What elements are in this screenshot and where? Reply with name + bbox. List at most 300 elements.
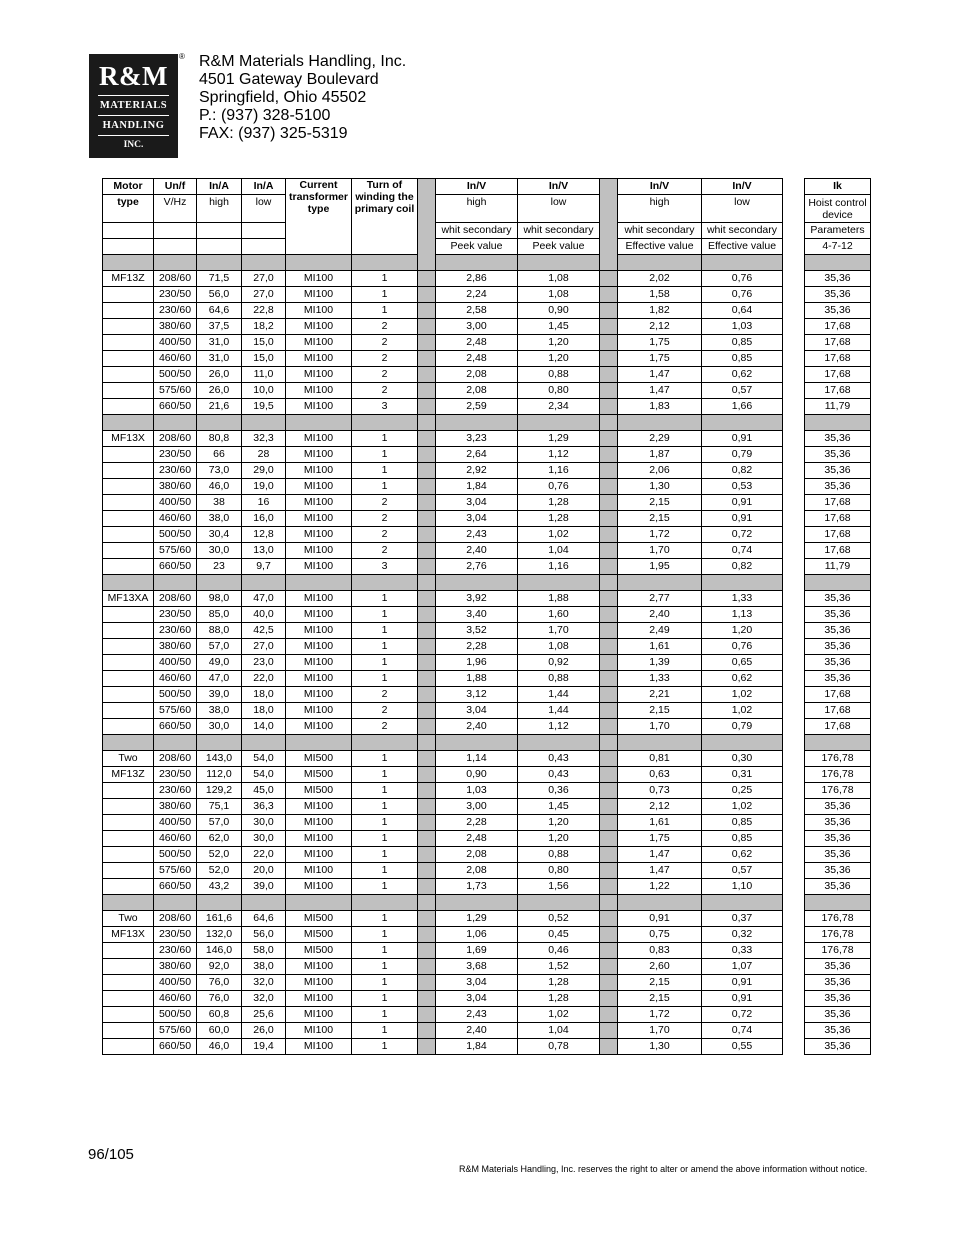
cell-inv-eff-high: 2,15 [618, 703, 702, 719]
gray-spacer [600, 655, 618, 671]
cell-ik: 17,68 [805, 703, 871, 719]
logo-divider [98, 135, 169, 136]
cell-turn-of-winding: 1 [352, 271, 418, 287]
cell-inv-eff-high: 1,70 [618, 543, 702, 559]
gray-spacer [600, 271, 618, 287]
company-fax: FAX: (937) 325-5319 [199, 125, 348, 142]
cell-inv-eff-low: 0,79 [702, 719, 783, 735]
cell-current-transformer: MI100 [286, 1039, 352, 1055]
gray-spacer [600, 719, 618, 735]
table-row [103, 639, 871, 655]
cell-motor-type [103, 943, 154, 959]
cell-inv-peek-low: 1,44 [518, 703, 600, 719]
cell-in-a-high: 43,2 [197, 879, 242, 895]
cell-in-a-low: 9,7 [242, 559, 286, 575]
separator-cell [600, 735, 618, 751]
gray-spacer [600, 431, 618, 447]
cell-inv-peek-low: 0,88 [518, 367, 600, 383]
cell-ik: 35,36 [805, 991, 871, 1007]
cell-un-f: 230/50 [154, 927, 197, 943]
gap [783, 223, 805, 239]
gray-spacer [600, 383, 618, 399]
cell-in-a-high: 76,0 [197, 991, 242, 1007]
cell-in-a-high: 88,0 [197, 623, 242, 639]
cell-current-transformer: MI100 [286, 639, 352, 655]
cell-un-f: 380/60 [154, 799, 197, 815]
gray-spacer [600, 399, 618, 415]
cell-inv-eff-low: 0,85 [702, 815, 783, 831]
cell-ik: 11,79 [805, 559, 871, 575]
company-address [199, 53, 406, 143]
gray-spacer [600, 703, 618, 719]
cell-inv-peek-low: 0,76 [518, 479, 600, 495]
separator-cell [600, 575, 618, 591]
cell-in-a-high: 73,0 [197, 463, 242, 479]
gray-spacer [418, 799, 436, 815]
cell-inv-eff-low: 0,79 [702, 447, 783, 463]
gap [783, 831, 805, 847]
cell-in-a-low: 45,0 [242, 783, 286, 799]
cell-ik: 35,36 [805, 863, 871, 879]
cell-inv-peek-high: 2,58 [436, 303, 518, 319]
cell-inv-eff-high: 1,33 [618, 671, 702, 687]
cell-in-a-low: 16,0 [242, 511, 286, 527]
gap [783, 255, 805, 271]
cell-ik: 35,36 [805, 271, 871, 287]
gray-spacer [418, 911, 436, 927]
cell-in-a-high: 31,0 [197, 351, 242, 367]
separator-row [103, 415, 871, 431]
gray-spacer [418, 751, 436, 767]
cell-motor-type [103, 863, 154, 879]
cell-current-transformer: MI100 [286, 495, 352, 511]
gap [783, 1023, 805, 1039]
cell-ik: 35,36 [805, 479, 871, 495]
cell-inv-eff-low: 1,02 [702, 799, 783, 815]
cell-un-f: 230/60 [154, 463, 197, 479]
cell-turn-of-winding: 1 [352, 959, 418, 975]
cell-inv-eff-high: 1,95 [618, 559, 702, 575]
cell-turn-of-winding: 3 [352, 399, 418, 415]
separator-cell [518, 255, 600, 271]
cell-ik: 17,68 [805, 543, 871, 559]
gray-spacer [600, 623, 618, 639]
cell-in-a-high: 161,6 [197, 911, 242, 927]
cell-inv-peek-high: 2,08 [436, 847, 518, 863]
cell-inv-peek-low: 1,08 [518, 639, 600, 655]
cell-in-a-low: 14,0 [242, 719, 286, 735]
separator-cell [286, 735, 352, 751]
cell-in-a-high: 31,0 [197, 335, 242, 351]
gray-spacer [600, 1023, 618, 1039]
cell-in-a-low: 18,2 [242, 319, 286, 335]
table-row [103, 591, 871, 607]
header-peek-value: Peek value [518, 239, 600, 255]
gray-spacer [600, 959, 618, 975]
cell-current-transformer: MI100 [286, 879, 352, 895]
separator-cell [242, 575, 286, 591]
gray-spacer [600, 927, 618, 943]
cell-current-transformer: MI100 [286, 959, 352, 975]
cell-in-a-high: 76,0 [197, 975, 242, 991]
header-inv-eff-high: In/V [618, 179, 702, 195]
cell-current-transformer: MI100 [286, 335, 352, 351]
header-low: low [242, 195, 286, 223]
cell-current-transformer: MI100 [286, 623, 352, 639]
cell-in-a-high: 30,4 [197, 527, 242, 543]
cell-motor-type [103, 623, 154, 639]
cell-turn-of-winding: 1 [352, 447, 418, 463]
cell-un-f: 400/50 [154, 335, 197, 351]
cell-un-f: 660/50 [154, 1039, 197, 1055]
header-in-a-high: In/A [197, 179, 242, 195]
gap [783, 479, 805, 495]
table-row [103, 703, 871, 719]
cell-turn-of-winding: 3 [352, 559, 418, 575]
gap [783, 383, 805, 399]
blank-cell [154, 239, 197, 255]
separator-cell [618, 575, 702, 591]
cell-inv-peek-high: 2,28 [436, 639, 518, 655]
cell-motor-type [103, 687, 154, 703]
cell-inv-peek-high: 1,03 [436, 783, 518, 799]
cell-motor-type [103, 1007, 154, 1023]
cell-current-transformer: MI500 [286, 927, 352, 943]
cell-inv-eff-high: 1,47 [618, 863, 702, 879]
cell-un-f: 380/60 [154, 959, 197, 975]
separator-cell [702, 255, 783, 271]
cell-turn-of-winding: 1 [352, 975, 418, 991]
gray-spacer [418, 623, 436, 639]
cell-inv-eff-low: 1,13 [702, 607, 783, 623]
registered-mark: ® [179, 52, 185, 61]
cell-in-a-low: 12,8 [242, 527, 286, 543]
cell-inv-peek-high: 2,40 [436, 1023, 518, 1039]
cell-in-a-high: 52,0 [197, 847, 242, 863]
separator-row [103, 255, 871, 271]
cell-in-a-high: 80,8 [197, 431, 242, 447]
cell-motor-type [103, 495, 154, 511]
cell-ik: 35,36 [805, 431, 871, 447]
cell-ik: 17,68 [805, 335, 871, 351]
cell-ik: 35,36 [805, 975, 871, 991]
company-street: 4501 Gateway Boulevard [199, 71, 379, 88]
gap [783, 399, 805, 415]
gray-spacer [600, 367, 618, 383]
gray-spacer [418, 847, 436, 863]
table-row [103, 447, 871, 463]
cell-ik: 35,36 [805, 287, 871, 303]
cell-inv-peek-low: 1,08 [518, 271, 600, 287]
header-low: low [702, 195, 783, 223]
cell-turn-of-winding: 1 [352, 479, 418, 495]
cell-in-a-high: 38,0 [197, 511, 242, 527]
gray-spacer [600, 479, 618, 495]
cell-turn-of-winding: 2 [352, 719, 418, 735]
cell-inv-eff-low: 0,65 [702, 655, 783, 671]
cell-ik: 35,36 [805, 655, 871, 671]
cell-inv-eff-high: 2,40 [618, 607, 702, 623]
cell-ik: 17,68 [805, 719, 871, 735]
table-row [103, 847, 871, 863]
cell-turn-of-winding: 1 [352, 831, 418, 847]
gap [783, 767, 805, 783]
gray-spacer [418, 687, 436, 703]
cell-ik: 35,36 [805, 1039, 871, 1055]
gap [783, 1007, 805, 1023]
cell-motor-type [103, 367, 154, 383]
cell-current-transformer: MI100 [286, 847, 352, 863]
gap [783, 655, 805, 671]
cell-inv-eff-high: 1,82 [618, 303, 702, 319]
gray-spacer [600, 495, 618, 511]
separator-cell [286, 255, 352, 271]
cell-in-a-low: 30,0 [242, 831, 286, 847]
header-hoist-control: Hoist control device [805, 195, 871, 223]
table-row [103, 911, 871, 927]
cell-in-a-low: 32,0 [242, 991, 286, 1007]
cell-turn-of-winding: 1 [352, 767, 418, 783]
cell-current-transformer: MI100 [286, 367, 352, 383]
gap [783, 303, 805, 319]
header-ik: Ik [805, 179, 871, 195]
cell-inv-peek-high: 3,04 [436, 495, 518, 511]
cell-inv-eff-low: 0,64 [702, 303, 783, 319]
cell-inv-peek-low: 0,88 [518, 847, 600, 863]
separator-cell [805, 255, 871, 271]
cell-current-transformer: MI100 [286, 863, 352, 879]
cell-inv-peek-high: 1,96 [436, 655, 518, 671]
cell-inv-peek-high: 2,48 [436, 335, 518, 351]
cell-current-transformer: MI100 [286, 815, 352, 831]
cell-in-a-low: 36,3 [242, 799, 286, 815]
gray-spacer [418, 831, 436, 847]
gray-spacer [600, 447, 618, 463]
separator-cell [600, 415, 618, 431]
separator-cell [154, 895, 197, 911]
separator-cell [154, 415, 197, 431]
separator-cell [418, 415, 436, 431]
separator-cell [197, 575, 242, 591]
separator-cell [197, 895, 242, 911]
gap [783, 195, 805, 223]
cell-inv-peek-low: 1,02 [518, 1007, 600, 1023]
cell-inv-peek-low: 1,04 [518, 1023, 600, 1039]
cell-current-transformer: MI500 [286, 767, 352, 783]
cell-motor-type [103, 383, 154, 399]
cell-ik: 35,36 [805, 607, 871, 623]
separator-cell [618, 735, 702, 751]
gap [783, 319, 805, 335]
cell-un-f: 460/60 [154, 351, 197, 367]
separator-cell [518, 415, 600, 431]
separator-cell [518, 895, 600, 911]
cell-un-f: 208/60 [154, 431, 197, 447]
gray-spacer [418, 179, 436, 271]
footer-disclaimer: R&M Materials Handling, Inc. reserves the right to alter or amend the above information without notice. [459, 1164, 868, 1174]
gray-spacer [418, 719, 436, 735]
logo-divider [98, 115, 169, 116]
gray-spacer [418, 671, 436, 687]
cell-turn-of-winding: 2 [352, 351, 418, 367]
cell-motor-type [103, 703, 154, 719]
cell-un-f: 500/50 [154, 527, 197, 543]
gap [783, 527, 805, 543]
cell-inv-peek-high: 3,00 [436, 799, 518, 815]
cell-turn-of-winding: 2 [352, 543, 418, 559]
gap [783, 431, 805, 447]
separator-cell [600, 895, 618, 911]
cell-in-a-high: 30,0 [197, 719, 242, 735]
cell-inv-eff-high: 1,61 [618, 639, 702, 655]
cell-in-a-low: 27,0 [242, 639, 286, 655]
cell-in-a-high: 71,5 [197, 271, 242, 287]
table-row [103, 527, 871, 543]
gray-spacer [418, 399, 436, 415]
table-row [103, 559, 871, 575]
cell-ik: 35,36 [805, 671, 871, 687]
cell-inv-eff-high: 1,75 [618, 335, 702, 351]
cell-inv-peek-low: 0,92 [518, 655, 600, 671]
table-row [103, 303, 871, 319]
cell-inv-eff-low: 1,33 [702, 591, 783, 607]
gray-spacer [418, 543, 436, 559]
cell-in-a-high: 66 [197, 447, 242, 463]
gray-spacer [418, 991, 436, 1007]
gray-spacer [418, 879, 436, 895]
cell-ik: 17,68 [805, 367, 871, 383]
gray-spacer [600, 671, 618, 687]
cell-in-a-low: 54,0 [242, 767, 286, 783]
cell-inv-eff-high: 1,70 [618, 719, 702, 735]
cell-current-transformer: MI100 [286, 399, 352, 415]
logo-rm: R&M [99, 61, 168, 91]
cell-inv-peek-high: 1,14 [436, 751, 518, 767]
gray-spacer [600, 319, 618, 335]
separator-cell [702, 575, 783, 591]
cell-current-transformer: MI100 [286, 607, 352, 623]
gap [783, 799, 805, 815]
cell-ik: 17,68 [805, 383, 871, 399]
separator-cell [154, 255, 197, 271]
table-row [103, 927, 871, 943]
cell-in-a-high: 85,0 [197, 607, 242, 623]
cell-inv-peek-high: 2,76 [436, 559, 518, 575]
gap [783, 703, 805, 719]
cell-ik: 176,78 [805, 751, 871, 767]
cell-inv-eff-low: 1,20 [702, 623, 783, 639]
cell-inv-peek-high: 2,40 [436, 543, 518, 559]
cell-in-a-low: 19,4 [242, 1039, 286, 1055]
gray-spacer [600, 863, 618, 879]
gray-spacer [418, 463, 436, 479]
gray-spacer [600, 351, 618, 367]
separator-cell [352, 575, 418, 591]
cell-motor-type [103, 1039, 154, 1055]
cell-inv-eff-low: 0,82 [702, 463, 783, 479]
gap [783, 943, 805, 959]
cell-inv-eff-low: 0,72 [702, 1007, 783, 1023]
cell-in-a-low: 30,0 [242, 815, 286, 831]
cell-ik: 35,36 [805, 623, 871, 639]
cell-inv-eff-low: 0,76 [702, 287, 783, 303]
cell-un-f: 380/60 [154, 479, 197, 495]
cell-motor-type [103, 879, 154, 895]
cell-inv-eff-high: 2,12 [618, 319, 702, 335]
cell-in-a-low: 18,0 [242, 703, 286, 719]
cell-current-transformer: MI100 [286, 447, 352, 463]
separator-cell [286, 415, 352, 431]
gap [783, 511, 805, 527]
separator-cell [702, 415, 783, 431]
cell-in-a-high: 38 [197, 495, 242, 511]
cell-inv-peek-high: 3,12 [436, 687, 518, 703]
cell-inv-peek-low: 1,52 [518, 959, 600, 975]
cell-motor-type [103, 975, 154, 991]
cell-in-a-low: 19,0 [242, 479, 286, 495]
cell-in-a-low: 22,0 [242, 847, 286, 863]
cell-un-f: 230/50 [154, 447, 197, 463]
blank-cell [103, 239, 154, 255]
cell-in-a-low: 20,0 [242, 863, 286, 879]
cell-in-a-low: 27,0 [242, 271, 286, 287]
blank-cell [154, 223, 197, 239]
table-row [103, 607, 871, 623]
cell-motor-type [103, 815, 154, 831]
cell-un-f: 575/60 [154, 863, 197, 879]
table-row [103, 431, 871, 447]
cell-inv-eff-high: 1,58 [618, 287, 702, 303]
gap [783, 959, 805, 975]
cell-inv-peek-low: 0,80 [518, 383, 600, 399]
cell-ik: 176,78 [805, 911, 871, 927]
cell-un-f: 575/60 [154, 543, 197, 559]
cell-inv-eff-high: 1,47 [618, 847, 702, 863]
table-row [103, 479, 871, 495]
blank-cell [197, 239, 242, 255]
cell-inv-peek-high: 1,29 [436, 911, 518, 927]
gray-spacer [418, 271, 436, 287]
cell-motor-type [103, 287, 154, 303]
cell-inv-eff-high: 0,75 [618, 927, 702, 943]
cell-turn-of-winding: 2 [352, 383, 418, 399]
cell-current-transformer: MI100 [286, 303, 352, 319]
cell-turn-of-winding: 1 [352, 799, 418, 815]
table-row [103, 367, 871, 383]
cell-inv-eff-low: 0,91 [702, 431, 783, 447]
cell-inv-eff-high: 2,15 [618, 975, 702, 991]
cell-current-transformer: MI100 [286, 351, 352, 367]
cell-in-a-high: 143,0 [197, 751, 242, 767]
cell-motor-type [103, 527, 154, 543]
cell-in-a-low: 42,5 [242, 623, 286, 639]
cell-inv-eff-low: 1,07 [702, 959, 783, 975]
gray-spacer [418, 1007, 436, 1023]
gray-spacer [418, 1023, 436, 1039]
gap [783, 847, 805, 863]
cell-in-a-low: 28 [242, 447, 286, 463]
cell-in-a-high: 38,0 [197, 703, 242, 719]
cell-current-transformer: MI500 [286, 911, 352, 927]
gap [783, 783, 805, 799]
cell-inv-peek-low: 0,46 [518, 943, 600, 959]
cell-in-a-low: 39,0 [242, 879, 286, 895]
cell-un-f: 380/60 [154, 319, 197, 335]
gray-spacer [418, 335, 436, 351]
cell-inv-eff-low: 0,62 [702, 671, 783, 687]
cell-inv-peek-low: 1,16 [518, 559, 600, 575]
company-phone: P.: (937) 328-5100 [199, 107, 331, 124]
